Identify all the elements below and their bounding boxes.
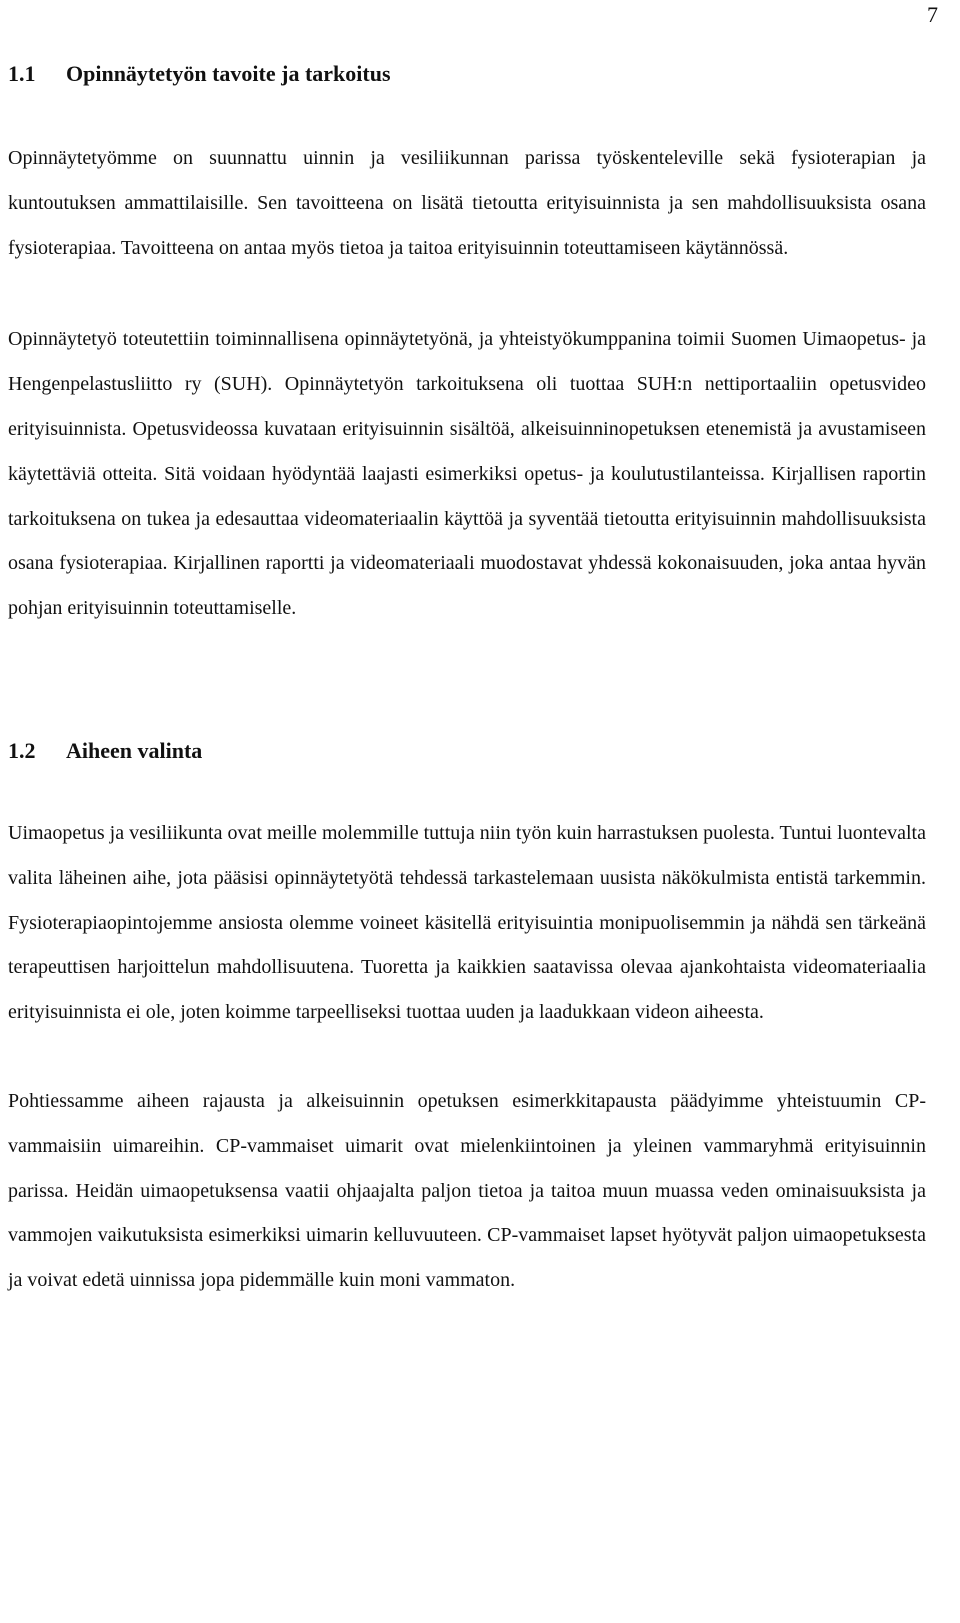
- section-title: Aiheen valinta: [66, 737, 203, 763]
- document-body: [8, 54, 926, 1303]
- paragraph: Opinnäytetyö toteutettiin toiminnallisena opinnäytetyönä, ja yhteistyökumppanina toimii Suomen Uimaopetus- ja Hengenpelastusliitto ry (SUH). Opinnäytetyön tarkoituksena oli tuottaa SUH:n nettiportaaliin opetusvideo erityisuinnista. Opetusvideossa kuvataan erityisuinnin sisältöä, alkeisuinninopetuksen etenemistä ja avustamiseen käytettäviä otteita. Sitä voidaan hyödyntää laajasti esimerkiksi opetus- ja koulutustilanteissa. Kirjallisen raportin tarkoituksena on tukea ja edesauttaa videomateriaalin käyttöä ja syventää tietoutta erityisuinnin mahdollisuuksista osana fysioterapiaa. Kirjallinen raportti ja videomateriaali muodostavat yhdessä kokonaisuuden, joka antaa hyvän pohjan erityisuinnin toteuttamiselle.: [8, 328, 926, 620]
- section-title: Opinnäytetyön tavoite ja tarkoitus: [66, 61, 391, 86]
- section-heading-1-1: [8, 54, 926, 94]
- section-number: 1.1: [8, 61, 36, 86]
- paragraph: Opinnäytetyömme on suunnattu uinnin ja vesiliikunnan parissa työskenteleville sekä fysioterapian ja kuntoutuksen ammattilaisille. Sen tavoitteena on lisätä tietoutta erityisuinnista ja sen mahdollisuuksista osana fysioterapiaa. Tavoitteena on antaa myös tietoa ja taitoa erityisuinnin toteuttamiseen käytännössä.: [8, 147, 926, 259]
- section-number: 1.2: [8, 737, 36, 763]
- page-number: 7: [927, 2, 938, 27]
- paragraph: Uimaopetus ja vesiliikunta ovat meille molemmille tuttuja niin työn kuin harrastuksen puolesta. Tuntui luontevalta valita läheinen aihe, jota pääsisi opinnäytetyötä tehdessä tarkastelemaan uusista näkökulmista entistä tarkemmin. Fysioterapiaopintojemme ansiosta olemme voineet käsitellä erityisuintia monipuolisemmin ja nähdä sen tärkeänä terapeuttisen harjoittelun mahdollisuutena. Tuoretta ja kaikkien saatavissa olevaa ajankohtaista videomateriaalia erityisuinnista ei ole, joten koimme tarpeelliseksi tuottaa uuden ja laadukkaan videon aiheesta.: [8, 821, 926, 1024]
- paragraph: Pohtiessamme aiheen rajausta ja alkeisuinnin opetuksen esimerkkitapausta päädyimme yhteistuumin CP-vammaisiin uimareihin. CP-vammaiset uimarit ovat mielenkiintoinen ja yleinen vammaryhmä erityisuinnin parissa. Heidän uimaopetuksensa vaatii ohjaajalta paljon tietoa ja taitoa muun muassa veden ominaisuuksista ja vammojen vaikutuksista esimerkiksi uimarin kelluvuuteen. CP-vammaiset lapset hyötyvät paljon uimaopetuksesta ja voivat edetä uinnissa jopa pidemmälle kuin moni vammaton.: [8, 1089, 926, 1292]
- section-heading-1-2: [8, 731, 926, 771]
